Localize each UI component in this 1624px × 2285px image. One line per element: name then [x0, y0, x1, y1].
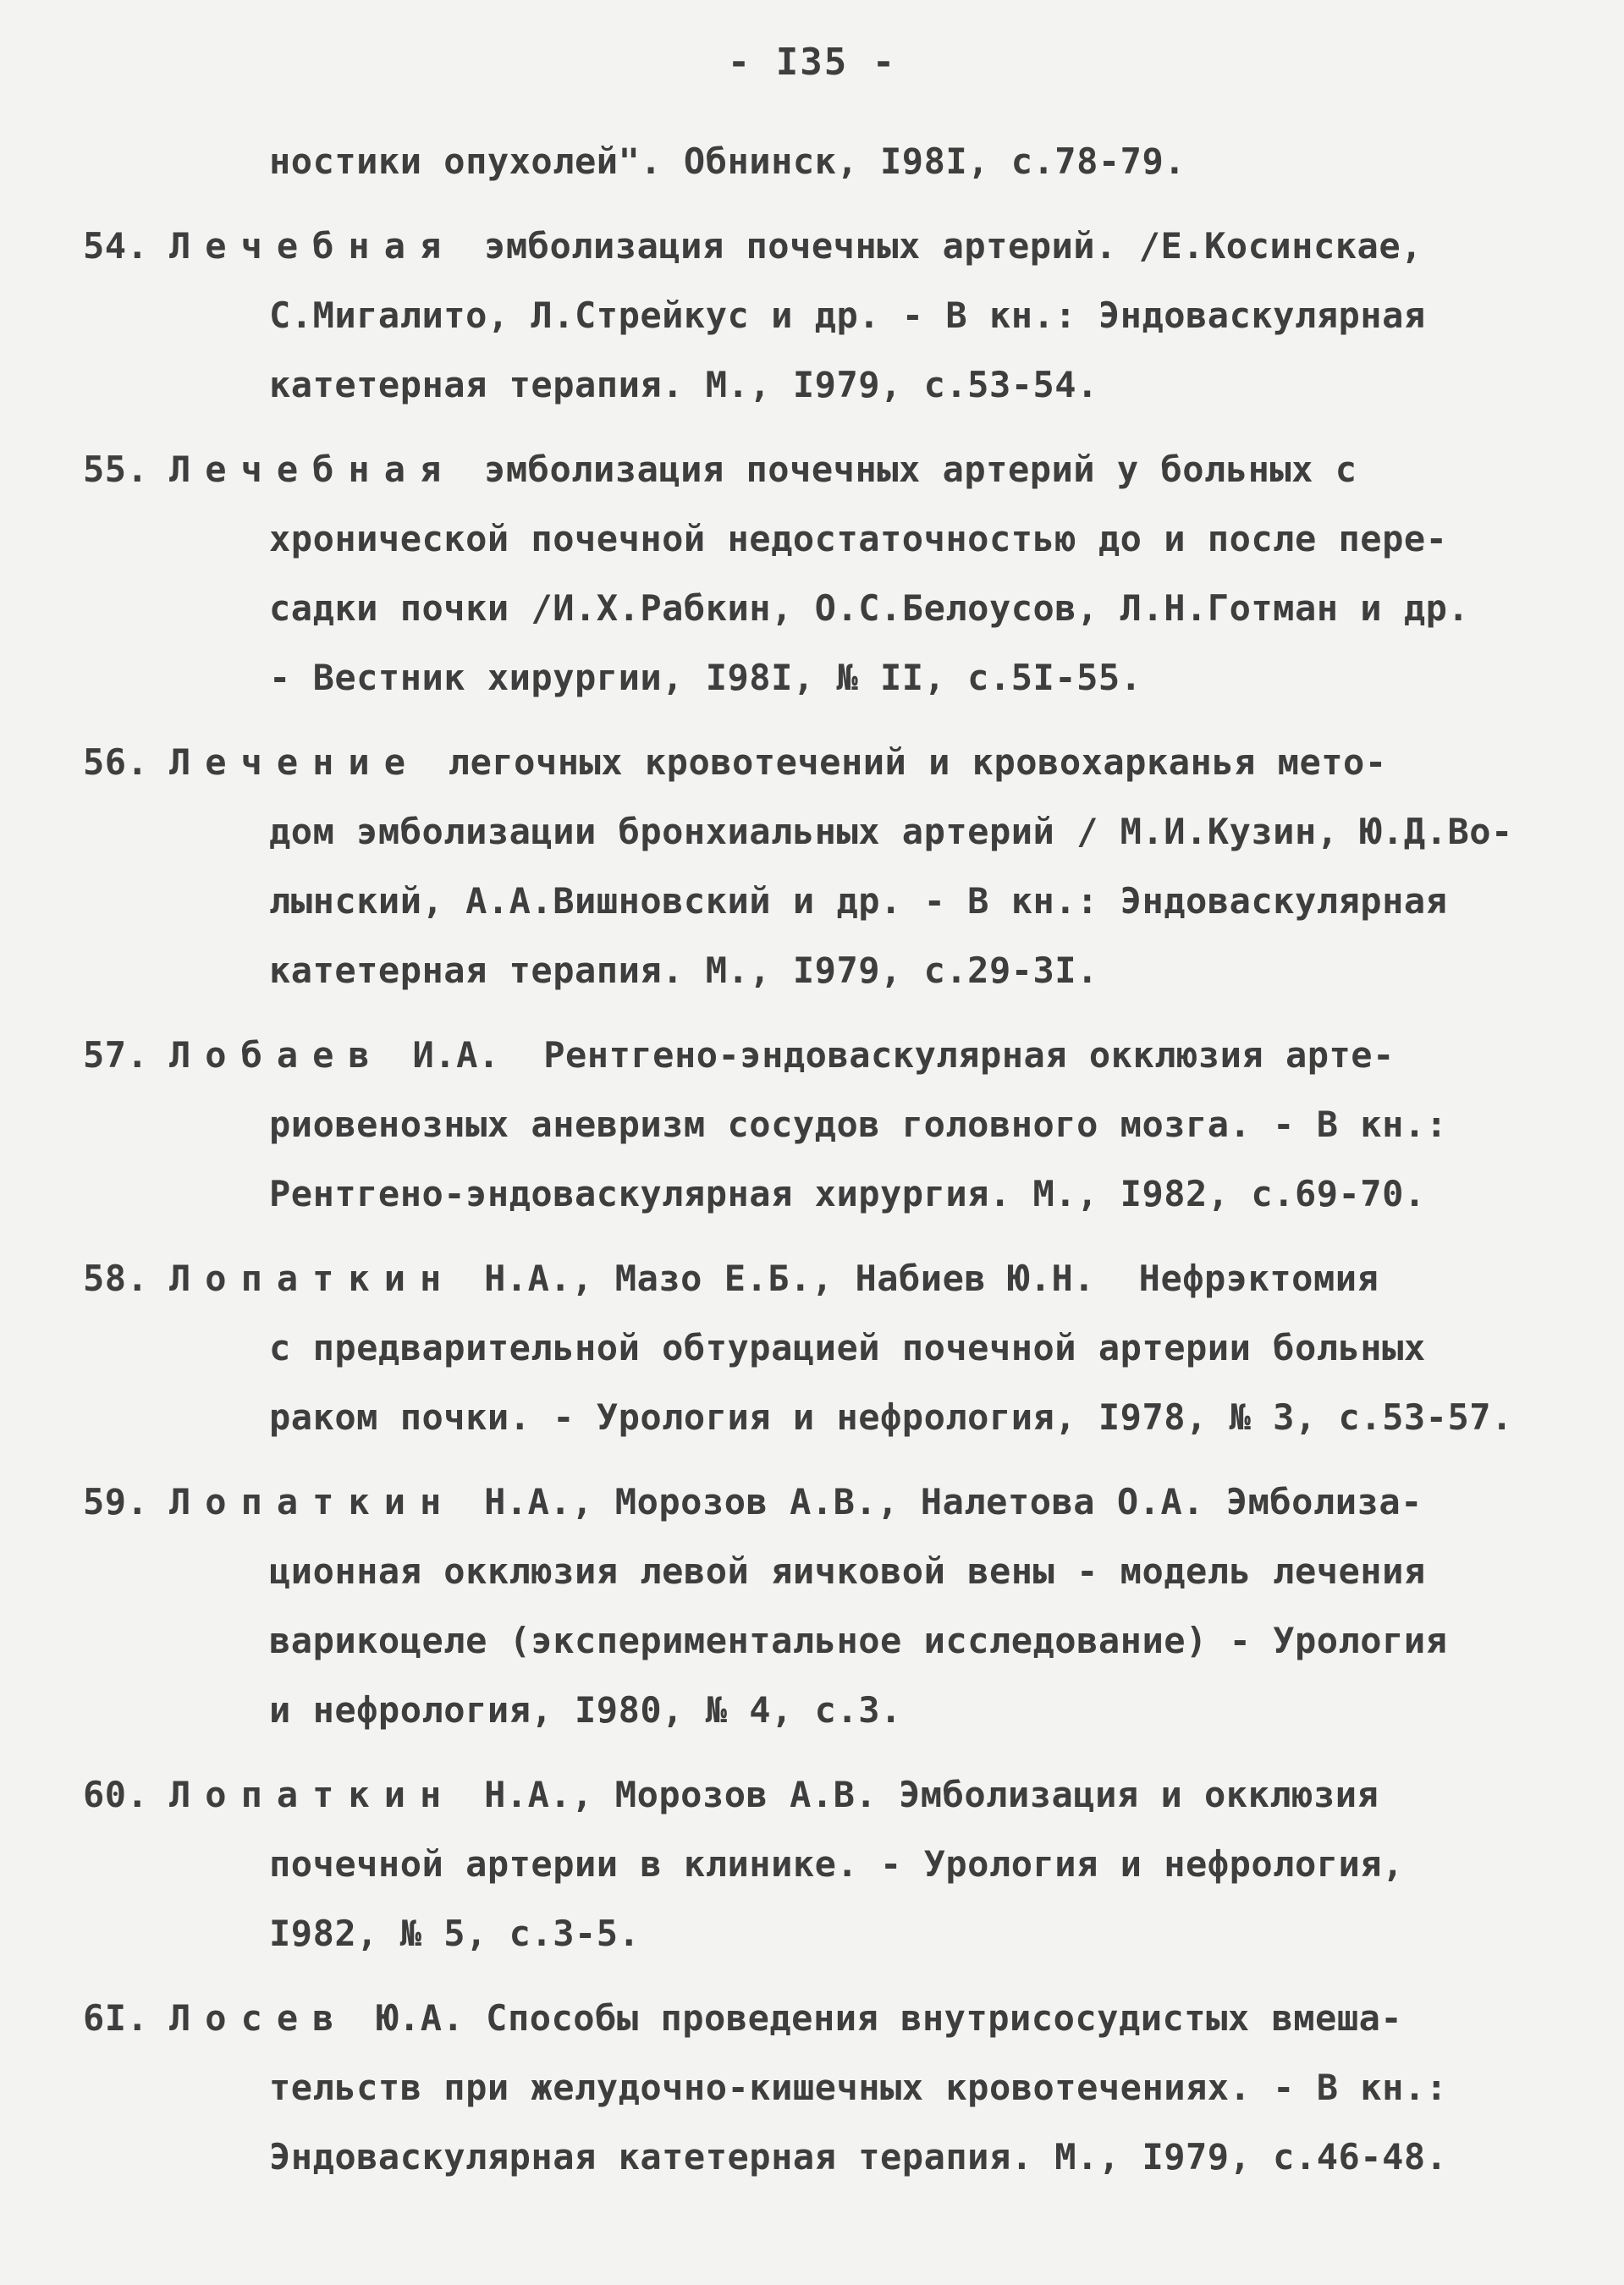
reference-continuation-line: и нефрология, I980, № 4, с.3.	[269, 1689, 902, 1731]
reference-number: 59.	[83, 1481, 149, 1522]
reference-entry-first-line	[0, 1467, 1624, 1537]
reference-number: 55.	[83, 449, 149, 490]
reference-continuation-line: хронической почечной недостаточностью до и после пере-	[269, 518, 1448, 559]
reference-entry-first-line	[0, 1760, 1624, 1830]
reference-continuation-line: почечной артерии в клинике. - Урология и нефрология,	[269, 1843, 1404, 1885]
reference-continuation-line: Эндоваскулярная катетерная терапия. М., I979, с.46-48.	[269, 2136, 1448, 2178]
reference-continuation-line: варикоцеле (экспериментальное исследование) - Урология	[269, 1620, 1448, 1661]
reference-continuation-line: I982, № 5, с.3-5.	[269, 1913, 641, 1954]
reference-text: Н.А., Морозов А.В. Эмболизация и окклюзия	[462, 1774, 1379, 1815]
reference-text: легочных кровотечений и кровохарканья мето-	[427, 741, 1387, 783]
reference-text: эмболизация почечных артерий. /Е.Косинскае,	[462, 225, 1423, 267]
reference-text: Н.А., Мазо Е.Б., Набиев Ю.Н. Нефрэктомия	[462, 1258, 1379, 1299]
reference-number: 56.	[83, 741, 149, 783]
reference-continuation-line: лынский, А.А.Вишновский и др. - В кн.: Эндоваскулярная	[269, 880, 1448, 922]
reference-continuation-line: катетерная терапия. М., I979, с.29-3I.	[269, 950, 1098, 991]
intro-line: ностики опухолей". Обнинск, I98I, с.78-79.	[269, 140, 1186, 182]
reference-author-spaced: Лечение	[169, 741, 421, 783]
reference-author-spaced: Лопаткин	[169, 1481, 456, 1522]
reference-continuation-line: С.Мигалито, Л.Стрейкус и др. - В кн.: Эндоваскулярная	[269, 295, 1426, 336]
reference-continuation-line: с предварительной обтурацией почечной артерии больных	[269, 1327, 1426, 1368]
reference-author-spaced: Лечебная	[169, 225, 456, 267]
reference-number: 58.	[83, 1258, 149, 1299]
reference-continuation-line: - Вестник хирургии, I98I, № II, с.5I-55.	[269, 657, 1142, 698]
reference-entry-first-line	[0, 1244, 1624, 1313]
reference-number: 60.	[83, 1774, 149, 1815]
reference-author-spaced: Лосев	[169, 1997, 349, 2039]
reference-entry-first-line	[0, 1021, 1624, 1090]
reference-continuation-line: Рентгено-эндоваскулярная хирургия. М., I982, с.69-70.	[269, 1173, 1426, 1214]
reference-entry-first-line	[0, 435, 1624, 504]
reference-continuation-line: риовенозных аневризм сосудов головного мозга. - В кн.:	[269, 1104, 1448, 1145]
reference-number: 54.	[83, 225, 149, 267]
reference-list	[0, 127, 1624, 2192]
reference-text: Н.А., Морозов А.В., Налетова О.А. Эмболиза-	[462, 1481, 1423, 1522]
reference-continuation-line: тельств при желудочно-кишечных кровотечениях. - В кн.:	[269, 2067, 1448, 2108]
reference-number: 57.	[83, 1034, 149, 1076]
reference-author-spaced: Лопаткин	[169, 1258, 456, 1299]
reference-continuation-line: раком почки. - Урология и нефрология, I978, № 3, с.53-57.	[269, 1396, 1513, 1438]
reference-continuation-line: садки почки /И.Х.Рабкин, О.С.Белоусов, Л.Н.Готман и др.	[269, 587, 1470, 629]
reference-text: эмболизация почечных артерий у больных с	[462, 449, 1357, 490]
reference-number: 6I.	[83, 1997, 149, 2039]
reference-author-spaced: Лобаев	[169, 1034, 384, 1076]
entries-container	[0, 212, 1624, 2192]
reference-text: Ю.А. Способы проведения внутрисосудистых вмеша-	[355, 1997, 1403, 2039]
reference-continuation-line: ционная окклюзия левой яичковой вены - модель лечения	[269, 1550, 1426, 1592]
reference-continuation-line: катетерная терапия. М., I979, с.53-54.	[269, 364, 1098, 405]
reference-continuation-line: дом эмболизации бронхиальных артерий / М.И.Кузин, Ю.Д.Во-	[269, 811, 1513, 852]
reference-text: И.А. Рентгено-эндоваскулярная окклюзия арте-	[390, 1034, 1395, 1076]
reference-entry-first-line	[0, 1984, 1624, 2053]
reference-entry-first-line	[0, 212, 1624, 281]
page-number: - I35 -	[727, 41, 897, 84]
reference-entry-first-line	[0, 728, 1624, 797]
reference-author-spaced: Лопаткин	[169, 1774, 456, 1815]
reference-author-spaced: Лечебная	[169, 449, 456, 490]
